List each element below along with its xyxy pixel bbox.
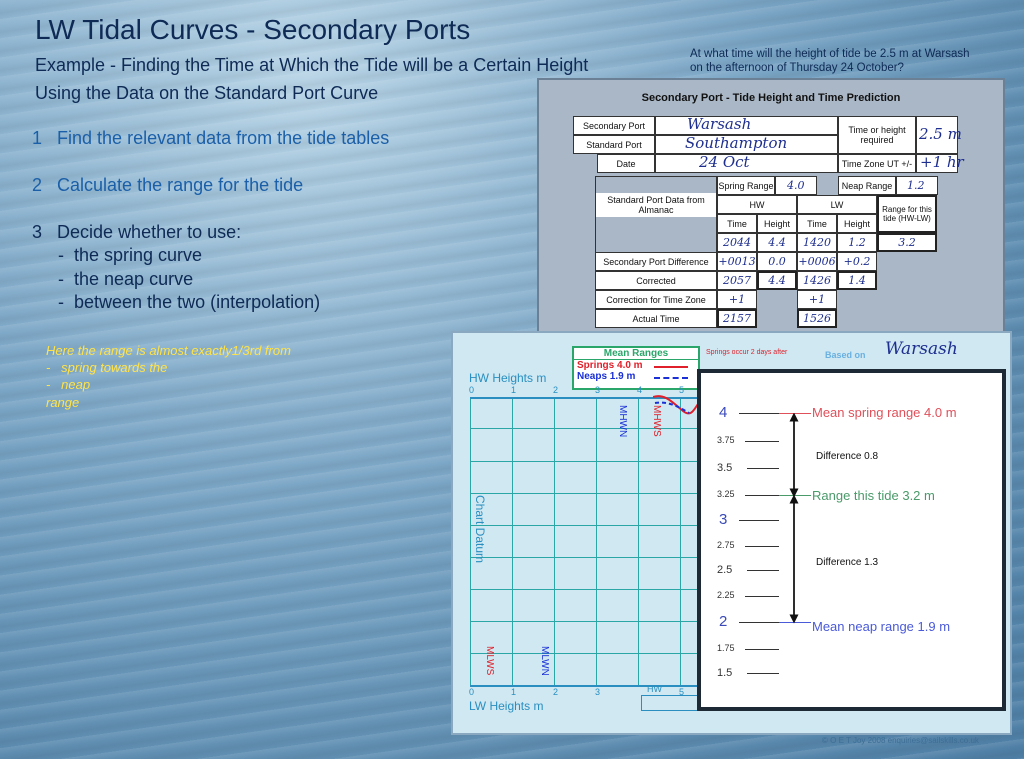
range-tide-label: Range this tide 3.2 m	[812, 488, 935, 503]
legend-neaps	[574, 371, 698, 382]
note-line-1: Here the range is almost exactly1/3rd from	[46, 343, 291, 358]
tick-2: 2	[719, 613, 728, 630]
height-required-label: Time or height required	[838, 116, 916, 154]
springs-line-swatch	[654, 366, 688, 368]
lw-height-cell	[837, 233, 877, 252]
step-1-num: 1	[32, 128, 43, 148]
tick-line	[745, 495, 779, 496]
tick-line	[739, 622, 779, 623]
diff-lw-height-cell	[837, 252, 877, 271]
option-neap-text: the neap curve	[74, 269, 194, 289]
tick-3-5: 3.5	[717, 462, 733, 474]
legend-springs	[574, 360, 698, 371]
corrected-label: Corrected	[595, 271, 717, 290]
legend-title: Mean Ranges	[574, 348, 698, 360]
tick-line	[745, 441, 779, 442]
tick-line	[739, 413, 779, 414]
springs-note: Springs occur 2 days after	[706, 349, 788, 356]
prediction-form	[537, 78, 1005, 338]
grid-v	[680, 397, 681, 687]
chart-datum-label: Chart Datum	[473, 495, 487, 564]
step-1	[32, 128, 389, 149]
copyright: © O E T Joy 2008 enquiries@sailskills.co.uk	[822, 736, 979, 745]
corr-lw-height-cell	[837, 271, 877, 290]
bottom-tick-2: 2	[553, 687, 559, 697]
lw-header: LW	[797, 195, 877, 214]
grid-v	[638, 397, 639, 687]
lw-time-value: 1420	[803, 236, 831, 249]
timezone-value: +1 hr	[920, 153, 964, 171]
question	[690, 47, 970, 75]
grid-v	[470, 397, 471, 687]
mean-spring-label: Mean spring range 4.0 m	[812, 405, 957, 420]
tick-3-25: 3.25	[717, 489, 735, 499]
note-line-2: - spring towards the	[46, 360, 168, 375]
step-3-num: 3	[32, 222, 43, 242]
tick-2-25: 2.25	[717, 590, 735, 600]
slide-subtitle-2: Using the Data on the Standard Port Curve	[35, 83, 379, 103]
slide-title: LW Tidal Curves - Secondary Ports	[35, 14, 471, 45]
corr-hw-height-cell	[757, 271, 797, 290]
tick-1-5: 1.5	[717, 667, 733, 679]
step-1-text: Find the relevant data from the tide tables	[57, 128, 390, 148]
grid-h	[470, 461, 700, 462]
question-line-2: on the afternoon of Thursday 24 October?	[690, 62, 904, 74]
actual-lw-cell	[797, 309, 837, 328]
range-cell	[877, 233, 937, 252]
step-2-text: Calculate the range for the tide	[57, 175, 304, 195]
date-value: 24 Oct	[699, 153, 750, 171]
diff-lw-time-value: +0006	[798, 255, 836, 268]
bottom-tick-1: 1	[511, 687, 517, 697]
grid-v	[554, 397, 555, 687]
diff-hw-time-value: +0013	[718, 255, 756, 268]
tick-line	[747, 468, 779, 469]
hw-time-header: Time	[717, 214, 757, 233]
diff-lw-time-cell	[797, 252, 837, 271]
hw-height-cell	[757, 233, 797, 252]
diff-lw-height-value: +0.2	[843, 255, 871, 268]
note-line-3-text: neap	[61, 377, 91, 392]
note-line-2-text: spring towards the	[61, 360, 168, 375]
note-line-4: range	[46, 395, 80, 410]
secondary-port-value: Warsash	[687, 115, 752, 133]
option-spring: - the spring curve	[58, 245, 203, 265]
tick-line	[747, 673, 779, 674]
std-port-data-label: Standard Port Data from Almanac	[596, 193, 716, 217]
tick-line	[745, 546, 779, 547]
tz-hw-cell	[717, 290, 757, 309]
tick-3-75: 3.75	[717, 435, 735, 445]
top-tick-1: 1	[511, 385, 517, 395]
lw-heights-label: LW Heights m	[469, 699, 544, 713]
std-port-data-box	[595, 176, 717, 254]
option-interp: - between the two (interpolation)	[58, 292, 321, 312]
grid-v	[596, 397, 597, 687]
standard-port-value: Southampton	[685, 134, 788, 152]
spring-range-label: Spring Range	[717, 176, 775, 195]
grid-h	[470, 557, 700, 558]
neaps-line-swatch	[654, 377, 688, 379]
mhwn-label: MHWN	[617, 405, 628, 438]
mlwn-label: MLWN	[539, 646, 550, 676]
correction-tz-label: Correction for Time Zone	[595, 290, 717, 309]
grid-h	[470, 621, 700, 622]
step-3-text: Decide whether to use:	[57, 222, 242, 242]
actual-hw-cell	[717, 309, 757, 328]
top-tick-0: 0	[469, 385, 475, 395]
mlws-label: MLWS	[484, 646, 495, 676]
tick-line	[747, 570, 779, 571]
hw-box-label: HW	[647, 684, 662, 694]
tick-2-5: 2.5	[717, 564, 733, 576]
note-line-3: - neap	[46, 377, 91, 392]
step-2	[32, 175, 303, 196]
hw-header: HW	[717, 195, 797, 214]
secondary-port-label: Secondary Port	[573, 116, 655, 135]
tick-line	[745, 649, 779, 650]
bottom-tick-5: 5	[679, 687, 685, 697]
diff-hw-time-cell	[717, 252, 757, 271]
bottom-tick-3: 3	[595, 687, 601, 697]
grid-h	[470, 653, 700, 654]
tick-line	[739, 520, 779, 521]
tick-4: 4	[719, 404, 728, 421]
neap-range-value: 1.2	[907, 179, 925, 192]
hw-box	[641, 695, 703, 711]
grid-h	[470, 493, 700, 494]
grid-v	[512, 397, 513, 687]
tick-2-75: 2.75	[717, 540, 735, 550]
hw-time-cell	[717, 233, 757, 252]
option-spring-text: the spring curve	[74, 245, 203, 265]
hw-height-header: Height	[757, 214, 797, 233]
tick-3: 3	[719, 511, 728, 528]
height-required-value: 2.5 m	[919, 125, 962, 143]
step-3	[32, 222, 241, 243]
diff-hw-height-value: 0.0	[768, 255, 786, 268]
hw-time-value: 2044	[723, 236, 751, 249]
legend-springs-label: Springs 4.0 m	[577, 360, 643, 371]
hw-heights-label: HW Heights m	[469, 371, 547, 385]
corr-hw-time-value: 2057	[723, 274, 751, 287]
chart-port-name: Warsash	[885, 339, 958, 359]
actual-hw-value: 2157	[723, 312, 751, 325]
diff-hw-height-cell	[757, 252, 797, 271]
step-2-num: 2	[32, 175, 43, 195]
grid-h	[470, 428, 700, 429]
top-tick-3: 3	[595, 385, 601, 395]
legend-neaps-label: Neaps 1.9 m	[577, 371, 636, 382]
form-title: Secondary Port - Tide Height and Time Prediction	[641, 92, 901, 104]
lw-time-cell	[797, 233, 837, 252]
hw-height-value: 4.4	[768, 236, 786, 249]
timezone-label: Time Zone UT +/-	[838, 154, 916, 173]
top-tick-5: 5	[679, 385, 685, 395]
difference-1: Difference 0.8	[816, 451, 879, 462]
spring-range-value: 4.0	[787, 179, 805, 192]
bottom-tick-0: 0	[469, 687, 475, 697]
actual-time-label: Actual Time	[595, 309, 717, 328]
mhws-label: MHWS	[651, 405, 662, 437]
lw-height-value: 1.2	[848, 236, 866, 249]
tz-hw-value: +1	[728, 293, 746, 306]
corr-hw-time-cell	[717, 271, 757, 290]
grid-h	[470, 685, 700, 687]
top-tick-2: 2	[553, 385, 559, 395]
corr-lw-height-value: 1.4	[848, 274, 866, 287]
lw-height-header: Height	[837, 214, 877, 233]
actual-lw-value: 1526	[803, 312, 831, 325]
range-value: 3.2	[898, 236, 916, 249]
tz-lw-cell	[797, 290, 837, 309]
option-neap: - the neap curve	[58, 269, 194, 289]
mean-neap-label: Mean neap range 1.9 m	[812, 619, 951, 634]
standard-port-label: Standard Port	[573, 135, 655, 154]
grid-h	[470, 525, 700, 526]
neap-range-label: Neap Range	[838, 176, 896, 195]
grid-h	[470, 589, 700, 590]
tick-line	[745, 596, 779, 597]
corr-lw-time-value: 1426	[803, 274, 831, 287]
mean-ranges-legend	[572, 346, 700, 390]
corr-hw-height-value: 4.4	[768, 274, 786, 287]
range-for-tide-label: Range for this tide (HW-LW)	[877, 195, 937, 233]
option-interp-text: between the two (interpolation)	[74, 292, 321, 312]
difference-arrows	[787, 413, 801, 625]
sec-port-diff-label: Secondary Port Difference	[595, 252, 717, 271]
tz-lw-value: +1	[808, 293, 826, 306]
lw-time-header: Time	[797, 214, 837, 233]
based-on: Based on	[825, 350, 866, 360]
date-label: Date	[597, 154, 655, 173]
top-tick-4: 4	[637, 385, 643, 395]
difference-2: Difference 1.3	[816, 557, 879, 568]
question-line-1: At what time will the height of tide be 2.5 m at Warsash	[690, 48, 970, 60]
range-detail-panel	[697, 369, 1006, 711]
tick-1-75: 1.75	[717, 643, 735, 653]
slide-subtitle: Example - Finding the Time at Which the Tide will be a Certain Height	[35, 55, 589, 75]
corr-lw-time-cell	[797, 271, 837, 290]
